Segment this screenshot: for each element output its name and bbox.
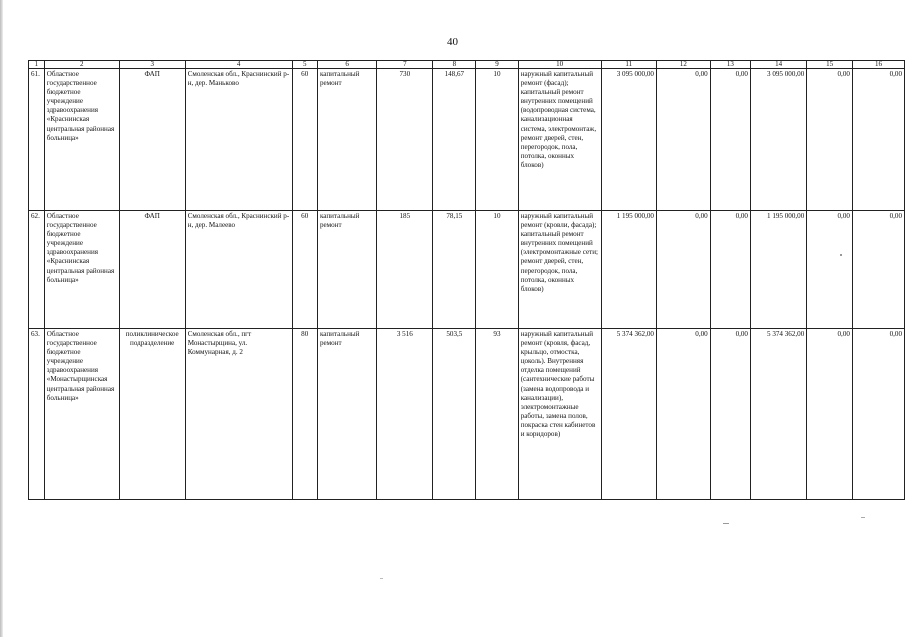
work-description: наружный капитальный ремонт (фасад); капитальный ремонт внутренних помещений (водопроводная система, канализационная система, электромонтаж, ремонт дверей, стен, перегородок, пола, потолка, оконных блоков) bbox=[518, 69, 601, 211]
column-header: 3 bbox=[119, 61, 185, 69]
column-header: 14 bbox=[750, 61, 806, 69]
column-header: 7 bbox=[377, 61, 433, 69]
column-header: 10 bbox=[518, 61, 601, 69]
table-row bbox=[29, 329, 905, 500]
amount-total: 5 374 362,00 bbox=[601, 329, 656, 500]
column-header: 5 bbox=[292, 61, 317, 69]
amount-col12: 0,00 bbox=[656, 329, 710, 500]
column-header: 1 bbox=[29, 61, 45, 69]
cell-col9: 10 bbox=[476, 211, 518, 329]
facility-type: поликлиническое подразделение bbox=[119, 329, 185, 500]
cell-col8: 503,5 bbox=[433, 329, 476, 500]
page-number: 40 bbox=[447, 36, 458, 48]
column-header: 16 bbox=[852, 61, 904, 69]
cell-col5: 60 bbox=[292, 69, 317, 211]
facility-address: Смоленская обл., пгт Монастырщина, ул. Коммунарная, д. 2 bbox=[185, 329, 292, 500]
page-edge-shadow bbox=[0, 0, 3, 637]
row-number: 63. bbox=[29, 329, 45, 500]
column-header: 8 bbox=[433, 61, 476, 69]
cell-col5: 80 bbox=[292, 329, 317, 500]
cell-col8: 78,15 bbox=[433, 211, 476, 329]
organization-name: Областное государственное бюджетное учреждение здравоохранения «Монастырщинская центральная районная больница» bbox=[44, 329, 119, 500]
organization-name: Областное государственное бюджетное учреждение здравоохранения «Краснинская центральная районная больница» bbox=[44, 211, 119, 329]
cell-col9: 10 bbox=[476, 69, 518, 211]
cell-col7: 185 bbox=[377, 211, 433, 329]
amount-col16: 0,00 bbox=[852, 211, 904, 329]
column-header: 2 bbox=[44, 61, 119, 69]
cell-col8: 148,67 bbox=[433, 69, 476, 211]
amount-col16: 0,00 bbox=[852, 329, 904, 500]
column-header: 11 bbox=[601, 61, 656, 69]
column-header: 9 bbox=[476, 61, 518, 69]
column-number-row bbox=[29, 61, 905, 69]
facility-address: Смоленская обл., Краснинский р-н, дер. Маньково bbox=[185, 69, 292, 211]
row-number: 62. bbox=[29, 211, 45, 329]
work-description: наружный капитальный ремонт (кровля, фасад, крыльцо, отмостка, цоколь). Внутренняя отделка помещений (сантехнические работы (замена водопровода и канализации), электромонтажные работы, замена полов, покраска стен кабинетов и коридоров) bbox=[518, 329, 601, 500]
amount-col13: 0,00 bbox=[710, 69, 750, 211]
cell-col7: 730 bbox=[377, 69, 433, 211]
facility-type: ФАП bbox=[119, 69, 185, 211]
organization-name: Областное государственное бюджетное учреждение здравоохранения «Краснинская центральная районная больница» bbox=[44, 69, 119, 211]
amount-col13: 0,00 bbox=[710, 329, 750, 500]
amount-col14: 5 374 362,00 bbox=[750, 329, 806, 500]
column-header: 6 bbox=[317, 61, 376, 69]
capital-repair-table bbox=[28, 60, 905, 500]
facility-address: Смоленская обл., Краснинский р-н, дер. Малеево bbox=[185, 211, 292, 329]
column-header: 4 bbox=[185, 61, 292, 69]
column-header: 13 bbox=[710, 61, 750, 69]
amount-col13: 0,00 bbox=[710, 211, 750, 329]
cell-col7: 3 516 bbox=[377, 329, 433, 500]
amount-col14: 1 195 000,00 bbox=[750, 211, 806, 329]
column-header: 15 bbox=[807, 61, 853, 69]
work-type: капитальный ремонт bbox=[317, 211, 376, 329]
amount-total: 3 095 000,00 bbox=[601, 69, 656, 211]
cell-col5: 60 bbox=[292, 211, 317, 329]
amount-col16: 0,00 bbox=[852, 69, 904, 211]
cell-col9: 93 bbox=[476, 329, 518, 500]
table-row bbox=[29, 211, 905, 329]
amount-col12: 0,00 bbox=[656, 69, 710, 211]
table-row bbox=[29, 69, 905, 211]
amount-col15: 0,00 bbox=[807, 329, 853, 500]
work-type: капитальный ремонт bbox=[317, 69, 376, 211]
facility-type: ФАП bbox=[119, 211, 185, 329]
row-number: 61. bbox=[29, 69, 45, 211]
work-description: наружный капитальный ремонт (кровли, фасада); капитальный ремонт внутренних помещений (электромонтажные сети; ремонт дверей, стен, перегородок, пола, потолка, оконных блоков) bbox=[518, 211, 601, 329]
amount-col15: 0,00 bbox=[807, 69, 853, 211]
work-type: капитальный ремонт bbox=[317, 329, 376, 500]
column-header: 12 bbox=[656, 61, 710, 69]
amount-col14: 3 095 000,00 bbox=[750, 69, 806, 211]
amount-col12: 0,00 bbox=[656, 211, 710, 329]
amount-total: 1 195 000,00 bbox=[601, 211, 656, 329]
amount-col15: 0,00 bbox=[807, 211, 853, 329]
